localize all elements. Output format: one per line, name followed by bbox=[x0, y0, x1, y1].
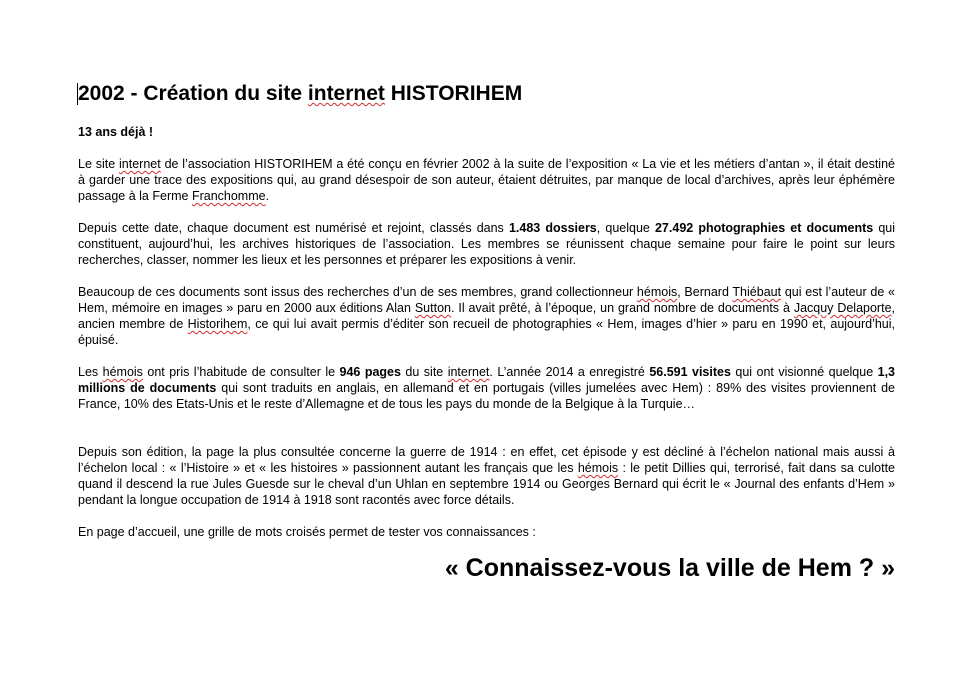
text-cursor bbox=[77, 83, 78, 105]
paragraph-collector: Beaucoup de ces documents sont issus des recherches d’un de ses membres, grand collectionneur hémois, Bernard Thiébaut qui est l’auteur de « Hem, mémoire en images » paru en 2000 aux éditions Alan Sutton. Il avait prêté, à l’époque, un grand nombre de documents à Jacquy Delaporte, ancien membre de Historihem, ce qui lui avait permis d’éditer son recueil de photographies « Hem, images d’hier » paru en 1990 et, aujourd’hui, épuisé. bbox=[78, 285, 896, 347]
paragraph-war-1914: Depuis son édition, la page la plus consultée concerne la guerre de 1914 : en effet, cet épisode y est décliné à l’échelon national mais aussi à l’échelon local : « l’Histoire » et « les histoires » passionnent autant les français que les hémois : le petit Dillies qui, terrorisé, fait dans sa culotte quand il descend la rue Jules Guesde sur le cheval d’un Uhlan en septembre 1914 ou Georges Bernard qui écrit le « Journal des enfants d’Hem » pendant la longue occupation de 1914 à 1918 sont racontés avec force détails. bbox=[78, 445, 895, 507]
paragraph-statistics: Les hémois ont pris l’habitude de consulter le 946 pages du site internet. L’année 2014 a enregistré 56.591 visites qui ont visionné quelque 1,3 millions de documents qui sont traduits en anglais, en allemand et en portugais (villes jumelées avec Hem) : 89% des visites proviennent de France, 10% des Etats-Unis et le reste d’Allemagne et de tous les pays du monde de la Belgique à la Turquie… bbox=[78, 365, 896, 411]
spellcheck-word: internet bbox=[307, 82, 385, 105]
quiz-title: « Connaissez-vous la ville de Hem ? » bbox=[444, 554, 895, 582]
page-title: 2002 - Création du site internet HISTORIHEM bbox=[78, 82, 523, 105]
paragraph-crossword: En page d’accueil, une grille de mots croisés permet de tester vos connaissances : bbox=[78, 525, 536, 539]
paragraph-site-creation: Le site internet de l’association HISTORIHEM a été conçu en février 2002 à la suite de l’exposition « La vie et les métiers d’antan », il était destiné à garder une trace des expositions qui, au grand désespoir de son auteur, étaient détruites, par manque de local d’archives, après leur éphémère passage à la Ferme Franchomme. bbox=[78, 157, 895, 203]
subtitle: 13 ans déjà ! bbox=[78, 125, 154, 139]
document-page bbox=[78, 80, 895, 584]
paragraph-archives: Depuis cette date, chaque document est numérisé et rejoint, classés dans 1.483 dossiers, quelque 27.492 photographies et documents qui constituent, aujourd’hui, les archives historiques de l’association. Les membres se réunissent chaque semaine pour faire le point sur leurs recherches, classer, nommer les lieux et les personnes et préparer les expositions à venir. bbox=[78, 221, 896, 267]
